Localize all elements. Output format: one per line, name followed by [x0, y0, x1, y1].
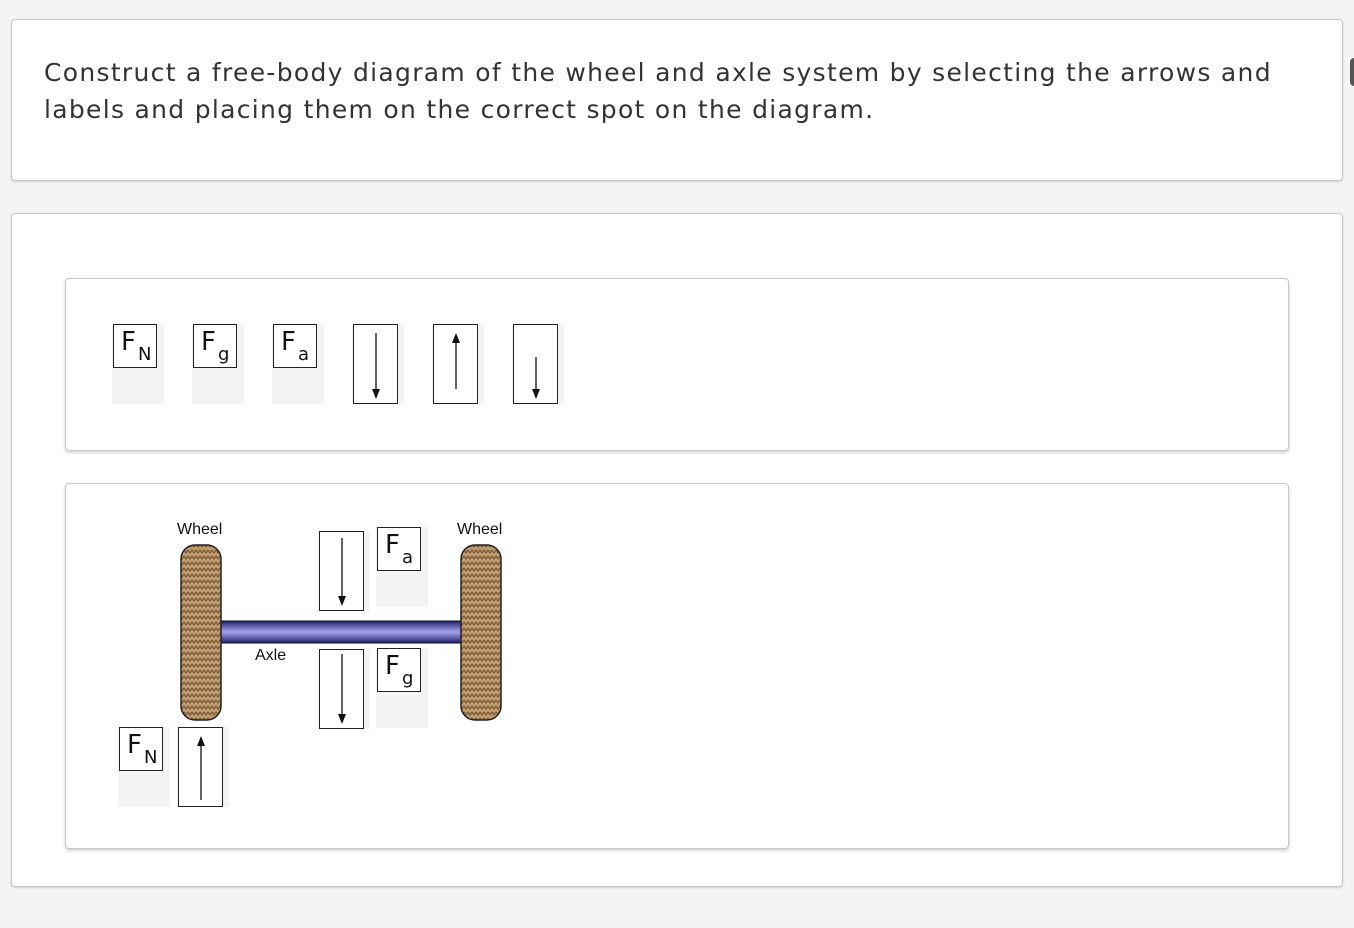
right-wheel-label: Wheel	[457, 521, 503, 538]
palette-label-fg[interactable]	[192, 324, 244, 404]
placed-arrow-down-top[interactable]	[318, 531, 370, 611]
palette-arrow-up[interactable]	[432, 324, 484, 404]
palette-arrow-down-short[interactable]	[512, 324, 564, 404]
fn-label	[119, 727, 163, 771]
palette-label-fa[interactable]	[272, 324, 324, 404]
fa-label	[377, 527, 421, 571]
label-symbol: F	[121, 327, 136, 357]
fg-label	[193, 324, 237, 368]
fa-label	[273, 324, 317, 368]
label-symbol: F	[127, 730, 142, 760]
label-subscript: N	[144, 747, 158, 768]
wheel-axle-drawing	[66, 484, 1290, 850]
down-arrow-icon	[319, 531, 364, 611]
down-arrow-icon	[319, 649, 364, 729]
label-subscript: a	[402, 547, 414, 568]
label-subscript: a	[298, 344, 310, 365]
placed-arrow-up[interactable]	[177, 727, 229, 807]
item-palette	[65, 278, 1289, 451]
up-arrow-icon	[433, 324, 478, 404]
fn-label	[113, 324, 157, 368]
label-subscript: g	[218, 344, 230, 365]
palette-label-fn[interactable]	[112, 324, 164, 404]
placed-label-fn[interactable]	[118, 727, 170, 807]
fg-label	[377, 648, 421, 692]
label-symbol: F	[385, 530, 400, 560]
palette-arrow-down[interactable]	[352, 324, 404, 404]
short-down-arrow-icon	[513, 324, 558, 404]
left-wheel-label: Wheel	[177, 521, 223, 538]
left-wheel	[181, 545, 221, 720]
diagram-canvas[interactable]	[65, 483, 1289, 849]
prompt-card	[11, 19, 1343, 181]
workspace-card	[11, 213, 1343, 887]
label-symbol: F	[201, 327, 216, 357]
question-prompt: Construct a free-body diagram of the wheel and axle system by selecting the arrows and labels and placing them on the correct spot on the diagram.	[44, 58, 1272, 124]
placed-label-fg[interactable]	[376, 648, 428, 728]
axle-bar	[218, 621, 463, 643]
down-arrow-icon	[353, 324, 398, 404]
right-wheel	[461, 545, 501, 720]
up-arrow-icon	[178, 727, 223, 807]
label-subscript: N	[138, 344, 152, 365]
label-subscript: g	[402, 668, 414, 689]
label-symbol: F	[281, 327, 296, 357]
scroll-handle[interactable]	[1350, 58, 1354, 86]
label-symbol: F	[385, 651, 400, 681]
axle-label: Axle	[255, 647, 287, 664]
placed-label-fa[interactable]	[376, 527, 428, 607]
placed-arrow-down-bottom[interactable]	[318, 649, 370, 729]
